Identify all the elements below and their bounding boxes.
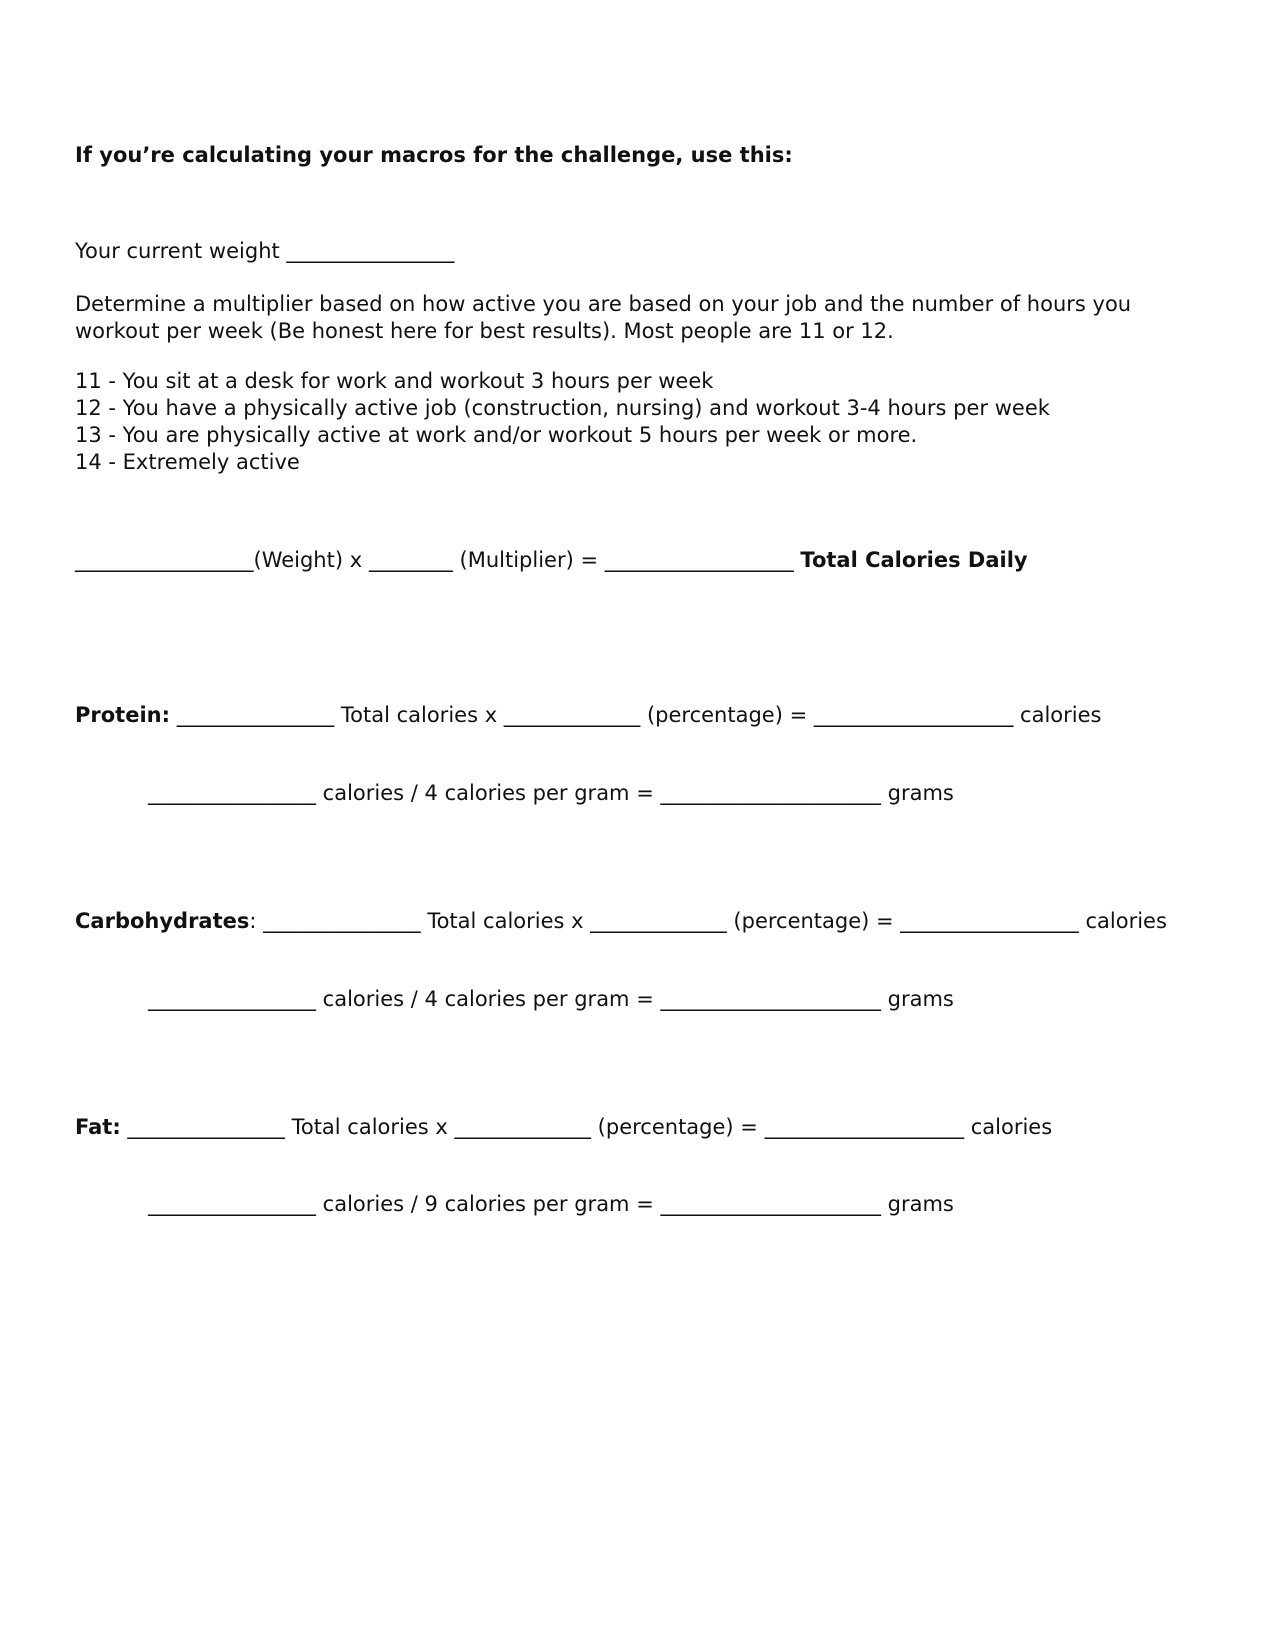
fat-calories-line — [75, 1114, 1052, 1141]
page-heading: If you’re calculating your macros for the challenge, use this: — [75, 143, 793, 167]
total-calories-daily-label: Total Calories Daily — [800, 548, 1028, 572]
protein-label: Protein: — [75, 703, 171, 727]
multiplier-instructions: Determine a multiplier based on how active you are based on your job and the number of hours you workout per week (Be honest here for best results). Most people are 11 or 12. — [75, 292, 1132, 343]
multiplier-list — [75, 368, 1050, 476]
carbohydrates-calories-line — [75, 908, 1167, 935]
total-calories-formula-text: _________________(Weight) x ________ (Multiplier) = __________________ — [75, 548, 801, 572]
list-item: 12 - You have a physically active job (construction, nursing) and workout 3-4 hours per week — [75, 396, 1050, 420]
current-weight-line: Your current weight ________________ — [75, 239, 455, 263]
carbohydrates-label-colon: : — [249, 909, 257, 933]
list-item: 11 - You sit at a desk for work and workout 3 hours per week — [75, 369, 714, 393]
list-item: 13 - You are physically active at work and/or workout 5 hours per week or more. — [75, 423, 918, 447]
fat-calories-formula: _______________ Total calories x _____________ (percentage) = ___________________ calories — [120, 1115, 1053, 1139]
protein-grams-line: ________________ calories / 4 calories per gram = _____________________ grams — [148, 781, 954, 805]
list-item: 14 - Extremely active — [75, 450, 300, 474]
total-calories-formula — [75, 547, 1028, 574]
carbohydrates-calories-formula: _______________ Total calories x _____________ (percentage) = _________________ calories — [256, 909, 1167, 933]
fat-label: Fat: — [75, 1115, 121, 1139]
fat-grams-line: ________________ calories / 9 calories per gram = _____________________ grams — [148, 1192, 954, 1216]
carbohydrates-label: Carbohydrates — [75, 909, 250, 933]
protein-calories-formula: _______________ Total calories x _____________ (percentage) = ___________________ calories — [170, 703, 1102, 727]
carbohydrates-grams-line: ________________ calories / 4 calories per gram = _____________________ grams — [148, 987, 954, 1011]
protein-calories-line — [75, 702, 1101, 729]
